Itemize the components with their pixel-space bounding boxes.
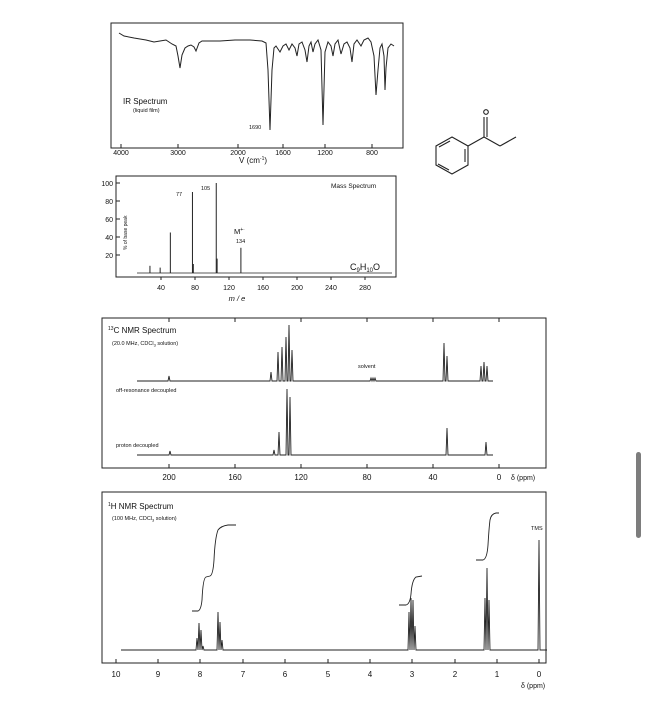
c13-subtitle: (20.0 MHz, CDCl$_3$ solution) [112,341,179,348]
c13-top-ticks [169,318,499,322]
h1-xtick-2: 2 [452,670,458,679]
h1-xtick-9: 9 [155,670,161,679]
ms-xtick-280: 280 [359,285,371,292]
ms-ytick-100: 100 [101,181,113,188]
propiophenone-structure [436,110,516,174]
h1-xtick-4: 4 [367,670,373,679]
ms-panel [101,176,396,303]
ms-xtick-80: 80 [191,285,199,292]
ir-tick-4000: 4000 [113,150,129,157]
h1-xtick-0: 0 [536,670,542,679]
ir-tick-1600: 1600 [275,150,291,157]
h1-xtick-5: 5 [325,670,331,679]
ms-ytick-20: 20 [105,253,113,260]
c13-proton-trace [137,389,493,455]
ir-trace [119,33,394,130]
h1-title: $^1$H NMR Spectrum [108,502,174,511]
h1-xtick-1: 1 [494,670,500,679]
ms-xtick-200: 200 [291,285,303,292]
h1-xtick-7: 7 [240,670,246,679]
c13-bottom-ticks [169,464,499,468]
ms-xtick-160: 160 [257,285,269,292]
ms-formula: $C_9H_{10}O$ [350,262,381,274]
ms-xtick-240: 240 [325,285,337,292]
ir-title: IR Spectrum [123,97,168,106]
ms-xlabel: m / e [228,294,246,303]
c13-xtick-160: 160 [228,473,242,482]
h1-panel [102,492,547,690]
vertical-scrollbar[interactable] [636,452,641,538]
ms-ytick-60: 60 [105,217,113,224]
ms-xtick-40: 40 [157,285,165,292]
ms-mplus-value: 134 [236,239,246,245]
ir-x-ticks [121,144,372,148]
h1-xtick-6: 6 [282,670,288,679]
h1-subtitle: (100 MHz, CDCl$_3$ solution) [112,516,177,523]
h1-integral-ch3 [476,513,499,560]
c13-title: $^{13}$C NMR Spectrum [108,326,177,335]
ir-tick-800: 800 [366,150,378,157]
h1-xtick-10: 10 [111,670,121,679]
ms-ytick-40: 40 [105,235,113,242]
ms-xtick-120: 120 [223,285,235,292]
c13-panel [102,318,546,482]
c13-solvent-label: solvent [358,364,376,370]
ms-title: Mass Spectrum [331,183,377,190]
c13-xtick-80: 80 [362,473,372,482]
c13-xtick-120: 120 [294,473,308,482]
ms-label-77: 77 [176,192,183,198]
h1-xtick-3: 3 [409,670,415,679]
h1-integral-aromatic [192,525,236,611]
ir-tick-2000: 2000 [230,150,246,157]
ms-ylabel: % of base peak [123,215,129,250]
ms-peaks [150,183,241,273]
c13-axis-unit: δ (ppm) [511,475,536,482]
c13-xtick-40: 40 [428,473,438,482]
h1-xtick-8: 8 [197,670,203,679]
c13-offres-trace [137,325,493,381]
ir-xlabel: V $(cm^{-1})$ [239,156,268,165]
h1-axis-unit: δ (ppm) [521,683,546,690]
h1-tms-label: TMS [531,526,543,532]
h1-bottom-ticks [116,659,539,663]
ms-mplus-label: M+· [234,227,245,236]
ir-peak-label: 1690 [249,125,262,131]
c13-proton-label: proton decoupled [116,443,159,449]
c13-offres-label: off-resonance decoupled [116,388,177,394]
h1-trace [121,540,547,650]
ir-tick-1200: 1200 [317,150,333,157]
ms-y-ticks [116,183,120,255]
c13-xtick-0: 0 [496,473,502,482]
ms-ytick-80: 80 [105,199,113,206]
c13-xtick-200: 200 [162,473,176,482]
ir-panel [111,23,403,165]
ir-tick-3000: 3000 [170,150,186,157]
ms-label-105: 105 [201,186,211,192]
ir-subtitle: (liquid film) [133,108,160,114]
